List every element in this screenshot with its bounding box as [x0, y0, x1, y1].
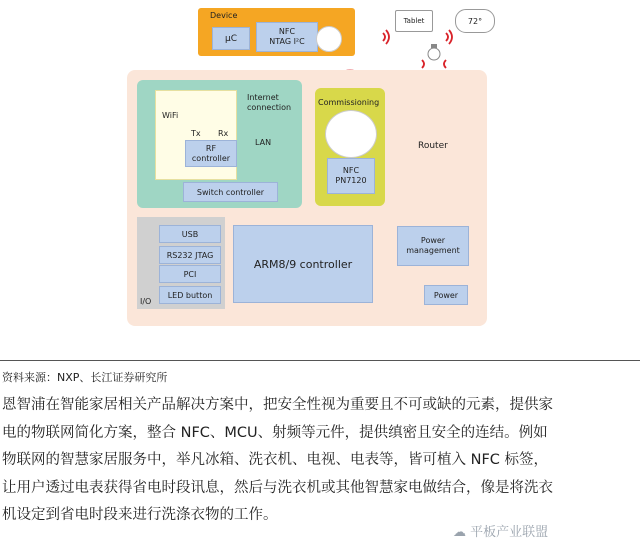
tx-label: Tx: [191, 129, 201, 138]
power-mgmt-line2: management: [406, 246, 460, 255]
io-item-usb: USB: [159, 225, 221, 243]
thermostat-box: 72°: [455, 9, 495, 33]
router-label: Router: [418, 141, 448, 151]
commissioning-label: Commissioning: [318, 98, 380, 107]
power-block: Power: [424, 285, 468, 305]
rf-controller-block: [185, 140, 237, 167]
divider-top: [0, 360, 640, 361]
nfc-pn7120-block: [327, 158, 375, 194]
paragraph-line: 物联网的智慧家居服务中，举凡冰箱、洗衣机、电视、电表等，皆可植入 NFC 标签，: [2, 452, 549, 468]
nfc-pn-line1: NFC: [342, 166, 360, 175]
body-paragraph: [2, 392, 638, 530]
paragraph-line: 让用户透过电表获得省电时段讯息，然后与洗衣机或其他智慧家电做结合，像是将洗衣: [2, 479, 553, 496]
internet-label-line1: Internet: [247, 93, 279, 102]
arm-controller-block: ARM8/9 controller: [233, 225, 373, 303]
mcu-block: μC: [212, 27, 250, 50]
nfc-pn-line2: PN7120: [335, 176, 367, 185]
source-note: 资料来源：NXP、长江证券研究所: [2, 371, 168, 384]
lan-label: LAN: [255, 138, 272, 147]
internet-label: [247, 93, 291, 113]
io-label: I/O: [140, 297, 152, 306]
rf-line2: controller: [191, 153, 231, 163]
rf-line1: RF: [205, 143, 217, 153]
io-item-led: LED button: [159, 286, 221, 304]
ntag-block: [256, 22, 318, 52]
commissioning-coil-icon: [325, 110, 377, 158]
wifi-label: WiFi: [162, 111, 179, 120]
switch-controller-block: Switch controller: [183, 182, 278, 202]
device-label: Device: [210, 11, 238, 20]
internet-label-line2: connection: [247, 103, 292, 112]
tablet-box: Tablet: [395, 10, 433, 32]
rx-label: Rx: [218, 129, 229, 138]
watermark: [453, 521, 548, 540]
ntag-line1: NFC: [278, 27, 296, 36]
paragraph-line: 恩智浦在智能家居相关产品解决方案中，把安全性视为重要且不可或缺的元素，提供家: [2, 397, 553, 413]
power-management-block: [397, 226, 469, 266]
wechat-icon: ☁: [453, 525, 471, 540]
paragraph-line: 电的物联网简化方案，整合 NFC、MCU、射频等元件，提供缜密且安全的连结。例如: [2, 424, 548, 441]
power-mgmt-line1: Power: [420, 236, 446, 245]
ntag-line2: NTAG I²C: [269, 37, 305, 46]
watch-icon: [428, 48, 440, 60]
io-item-pci: PCI: [159, 265, 221, 283]
device-coil-icon: [316, 26, 342, 52]
io-item-rs232: RS232 JTAG: [159, 246, 221, 264]
paragraph-line: 机设定到省电时段来进行洗涤衣物的工作。: [2, 507, 278, 523]
watermark-text: 平板产业联盟: [470, 525, 549, 540]
